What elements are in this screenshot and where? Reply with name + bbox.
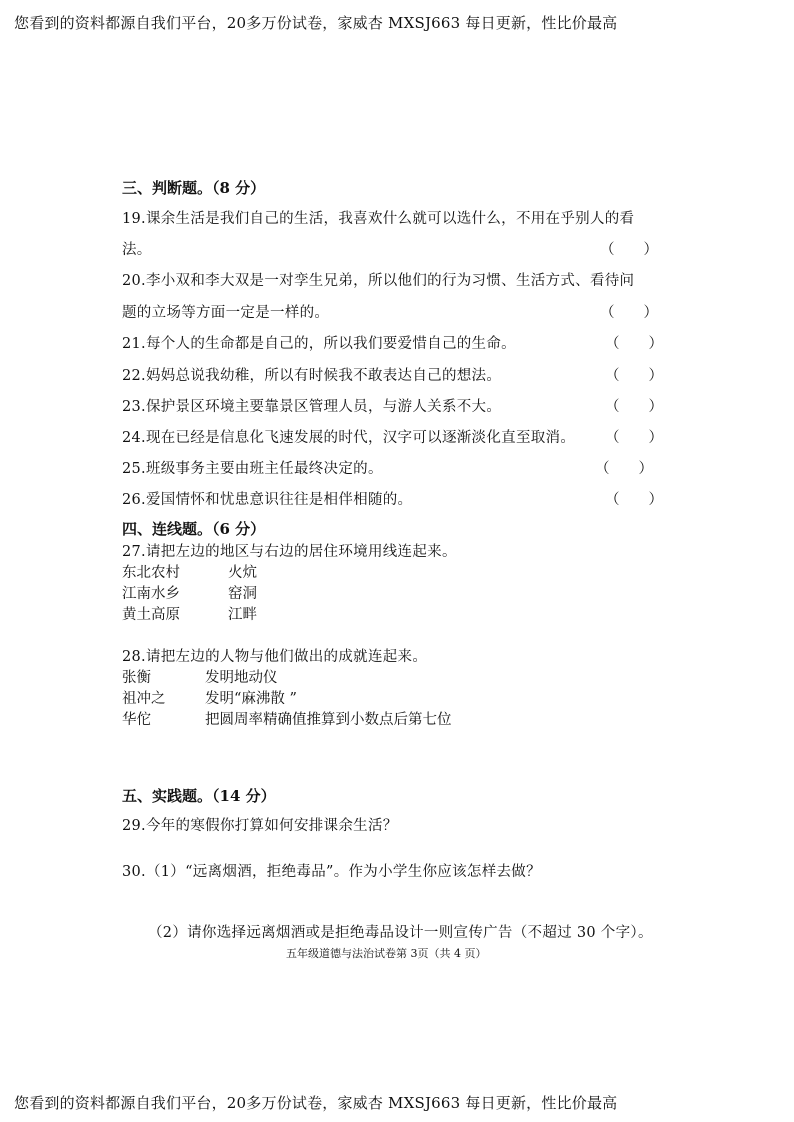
q30-part1: 30.（1）“远离烟酒，拒绝毒品”。作为小学生你应该怎样去做？ <box>122 864 541 880</box>
section4-title: 四、连线题。（6 分） <box>122 520 266 538</box>
q27-left-1: 东北农村 <box>122 565 180 581</box>
q26-answer-paren: （ ） <box>605 492 663 508</box>
q20-line2: 题的立场等方面一定是一样的。 <box>122 305 330 321</box>
q28-left-3: 华佗 <box>122 712 151 728</box>
q28-left-2: 祖冲之 <box>122 691 166 707</box>
q28-right-1: 发明地动仪 <box>205 670 278 686</box>
q21-line: 21.每个人的生命都是自己的，所以我们要爱惜自己的生命。 <box>122 336 516 352</box>
q19-line2: 法。 <box>122 242 152 258</box>
banner-bottom: 您看到的资料都源自我们平台，20多万份试卷，家威杏 MXSJ663 每日更新，性比价最高 <box>14 1094 618 1112</box>
q27-right-3: 江畔 <box>228 607 257 623</box>
q27-right-2: 窑洞 <box>228 586 257 602</box>
q20-line1: 20.李小双和李大双是一对孪生兄弟，所以他们的行为习惯、生活方式、看待问 <box>122 273 635 289</box>
q28-left-1: 张衡 <box>122 670 151 686</box>
section3-title: 三、判断题。（8 分） <box>122 179 266 197</box>
q21-answer-paren: （ ） <box>605 336 663 352</box>
q24-answer-paren: （ ） <box>605 430 663 446</box>
q27-prompt: 27.请把左边的地区与右边的居住环境用线连起来。 <box>122 544 457 560</box>
q20-answer-paren: （ ） <box>600 305 658 321</box>
q30-part2: （2）请你选择远离烟酒或是拒绝毒品设计一则宣传广告（不超过 30 个字）。 <box>148 925 653 941</box>
q27-left-3: 黄土高原 <box>122 607 180 623</box>
section5-title: 五、实践题。（14 分） <box>122 787 276 805</box>
q28-prompt: 28.请把左边的人物与他们做出的成就连起来。 <box>122 649 428 665</box>
q19-answer-paren: （ ） <box>600 242 658 258</box>
q23-answer-paren: （ ） <box>605 399 663 415</box>
q24-line: 24.现在已经是信息化飞速发展的时代，汉字可以逐渐淡化直至取消。 <box>122 430 576 446</box>
q25-answer-paren: （ ） <box>595 461 653 477</box>
q28-right-2: 发明“麻沸散 ” <box>205 691 297 707</box>
q27-right-1: 火炕 <box>228 565 257 581</box>
q27-left-2: 江南水乡 <box>122 586 180 602</box>
q26-line: 26.爱国情怀和忧患意识往往是相伴相随的。 <box>122 492 413 508</box>
q19-line1: 19.课余生活是我们自己的生活，我喜欢什么就可以选什么，不用在乎别人的看 <box>122 211 635 227</box>
q29-line: 29.今年的寒假你打算如何安排课余生活？ <box>122 818 398 834</box>
q28-right-3: 把圆周率精确值推算到小数点后第七位 <box>205 712 452 728</box>
page-footer: 五年级道德与法治试卷第 3页（共 4 页） <box>286 947 487 960</box>
q25-line: 25.班级事务主要由班主任最终决定的。 <box>122 461 383 477</box>
q23-line: 23.保护景区环境主要靠景区管理人员，与游人关系不大。 <box>122 399 502 415</box>
q22-line: 22.妈妈总说我幼稚，所以有时候我不敢表达自己的想法。 <box>122 368 502 384</box>
banner-top: 您看到的资料都源自我们平台，20多万份试卷，家威杏 MXSJ663 每日更新，性比价最高 <box>14 14 618 32</box>
q22-answer-paren: （ ） <box>605 368 663 384</box>
